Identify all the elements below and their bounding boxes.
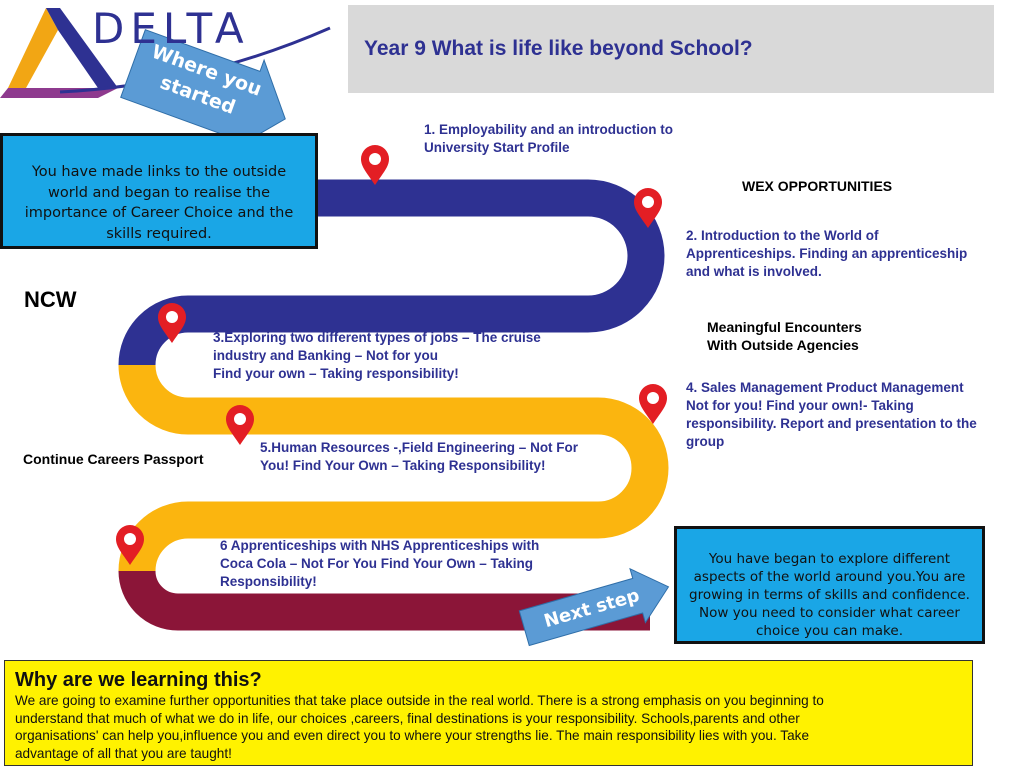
careers-passport-label: Continue Careers Passport	[23, 451, 204, 467]
wex-opportunities-label: WEX OPPORTUNITIES	[742, 178, 893, 194]
step-2-text: 2. Introduction to the World of Apprenticeships. Finding an apprenticeship and what is involved.	[686, 228, 968, 279]
next-summary-box: You have began to explore different aspects of the world around you.You are growing in terms of skills and confidence. Now you need to consider what career choice you can make.	[674, 526, 985, 644]
meaningful-encounters-label: Meaningful Encounters With Outside Agencies	[707, 319, 862, 353]
where-you-started-label: Where you started	[148, 40, 265, 119]
step-6-text: 6 Apprenticeships with NHS Apprenticeships with Coca Cola – Not For You Find Your Own – Taking Responsibility!	[220, 538, 540, 589]
step-1-text: 1. Employability and an introduction to University Start Profile	[424, 122, 674, 155]
why-learning-body: We are going to examine further opportunities that take place outside in the real world. There is a strong emphasis on you beginning to understand that much of what we do in life, our choices ,careers, final destinations is your responsibility. Schools,parents and other organisations' can help you,influence you and even direct you to where your strengths lie. The main responsibility lies with you. Take advantage of all that you are taught!	[15, 693, 824, 761]
step-4-text: 4. Sales Management Product Management Not for you! Find your own!- Taking responsibility. Report and presentation to the group	[686, 380, 977, 449]
step-3-text: 3.Exploring two different types of jobs – The cruise industry and Banking – Not for you Find your own – Taking responsibility!	[213, 330, 541, 381]
map-pin-icon	[226, 405, 254, 445]
why-learning-box	[4, 660, 973, 766]
header-bar	[348, 5, 994, 93]
page-title: Year 9 What is life like beyond School?	[364, 37, 753, 60]
start-summary-box: You have made links to the outside world and began to realise the importance of Career Choice and the skills required.	[0, 133, 318, 249]
logo-text: DELTA	[92, 4, 250, 53]
ncw-label: NCW	[24, 287, 77, 312]
map-pin-icon	[361, 145, 389, 185]
next-step-label: Next step	[541, 584, 642, 633]
step-5-text: 5.Human Resources -,Field Engineering – Not For You! Find Your Own – Taking Responsibility!	[260, 440, 579, 473]
why-learning-title: Why are we learning this?	[15, 669, 262, 691]
